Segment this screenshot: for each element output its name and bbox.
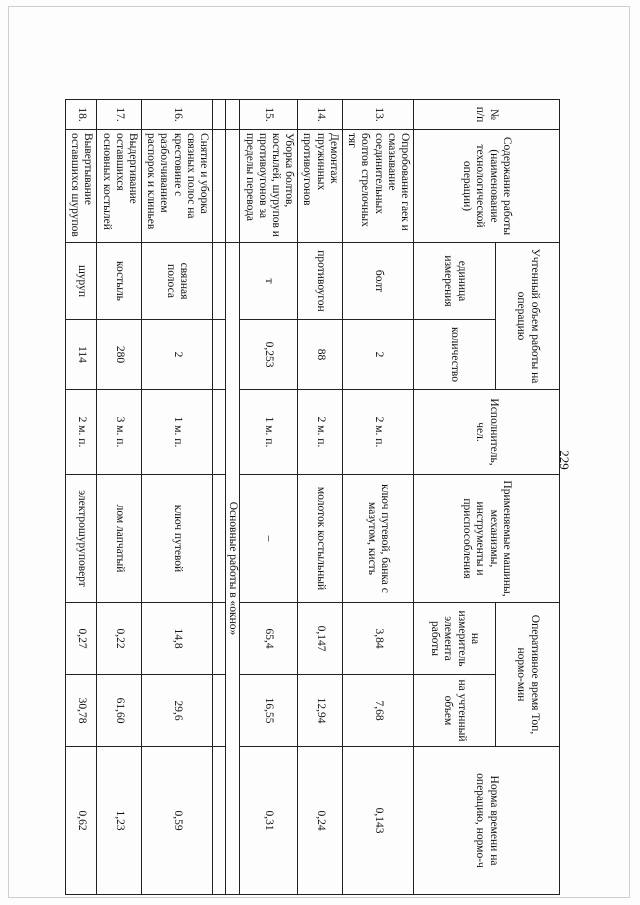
cell-per-unit: 14,8 [142, 603, 213, 675]
cell-num: 15. [240, 100, 298, 130]
header-quantity: количество [414, 320, 496, 390]
cell-per-unit: 0,22 [97, 603, 142, 675]
header-num: № п/п [414, 100, 560, 130]
header-row-1 [496, 100, 560, 895]
cell-norm: 0,24 [298, 747, 343, 895]
header-per-unit: на измеритель элемента работы [414, 603, 496, 675]
cell-content: Выдергивание оставшихся основных костылей [97, 130, 142, 243]
cell-tools: лом лапчатый [97, 475, 142, 603]
cell-performer: 1 м. п. [142, 390, 213, 475]
cell-content: Уборка болтов, костылей, шурупов и противоугонов за пределы перевода [240, 130, 298, 243]
header-tools: Применяемые машины, механизмы, инструменты и приспособления [414, 475, 560, 603]
cell-tools: молоток костыльный [298, 475, 343, 603]
cell-performer: 2 м. п. [342, 390, 413, 475]
table-row [97, 100, 142, 895]
header-volume-group: Учтенный объем работы на операцию [496, 243, 560, 390]
cell-num: 18. [65, 100, 96, 130]
cell-unit: противоугон [298, 243, 343, 320]
cell-per-unit: 65,4 [240, 603, 298, 675]
cell-unit: болт [342, 243, 413, 320]
cell-per-volume: 12,94 [298, 675, 343, 747]
cell-content: Вывертывание оставшихся шурупов [65, 130, 96, 243]
cell-unit: связная полоса [142, 243, 213, 320]
header-content: Содержание работы (наименование технологической операции) [414, 130, 560, 243]
table-row [298, 100, 343, 895]
header-performer: Исполнитель, чел. [414, 390, 560, 475]
cell-norm: 0,143 [342, 747, 413, 895]
cell-performer: 2 м. п. [298, 390, 343, 475]
cell-num: 14. [298, 100, 343, 130]
header-per-volume: на учтенный объем [414, 675, 496, 747]
cell-per-unit: 0,147 [298, 603, 343, 675]
table-row [240, 100, 298, 895]
cell-norm: 0,59 [142, 747, 213, 895]
header-time-group: Оперативное время Топ, нормо-мин [496, 603, 560, 747]
table-row [65, 100, 96, 895]
spacer-row [213, 100, 226, 895]
cell-quantity: 0,253 [240, 320, 298, 390]
cell-unit: т [240, 243, 298, 320]
cell-content: Опробование гаек и смазывание соединительных болтов стрелочных тяг [342, 130, 413, 243]
cell-norm: 0,62 [65, 747, 96, 895]
cell-content: Демонтаж пружинных противоугонов [298, 130, 343, 243]
cell-tools: – [240, 475, 298, 603]
cell-per-volume: 7,68 [342, 675, 413, 747]
cell-norm: 1,23 [97, 747, 142, 895]
norms-table [65, 99, 560, 895]
cell-num: 16. [142, 100, 213, 130]
cell-unit: шуруп [65, 243, 96, 320]
cell-per-volume: 30,78 [65, 675, 96, 747]
header-unit: единица измерения [414, 243, 496, 320]
cell-quantity: 280 [97, 320, 142, 390]
cell-num: 17. [97, 100, 142, 130]
cell-quantity: 88 [298, 320, 343, 390]
cell-content: Снятие и уборка связных полос на крестовине с разболчиванием распорок и клиньев [142, 130, 213, 243]
cell-per-volume: 61,60 [97, 675, 142, 747]
page-number: 229 [557, 450, 572, 470]
cell-per-unit: 3,84 [342, 603, 413, 675]
cell-per-unit: 0,27 [65, 603, 96, 675]
cell-performer: 3 м. п. [97, 390, 142, 475]
cell-tools: электрошуруповерт [65, 475, 96, 603]
cell-quantity: 2 [342, 320, 413, 390]
section-title: Основные работы в «окно» [226, 243, 240, 895]
cell-quantity: 2 [142, 320, 213, 390]
cell-per-volume: 16,55 [240, 675, 298, 747]
header-norm: Норма времени на операцию, нормо-ч [414, 747, 560, 895]
cell-performer: 2 м. п. [65, 390, 96, 475]
cell-performer: 1 м. п. [240, 390, 298, 475]
cell-tools: ключ путевой [142, 475, 213, 603]
rotated-table-container [69, 99, 560, 894]
table-row [142, 100, 213, 895]
cell-num: 13. [342, 100, 413, 130]
cell-norm: 0,31 [240, 747, 298, 895]
cell-tools: ключ путевой, банка с мазутом, кисть [342, 475, 413, 603]
table-row [342, 100, 413, 895]
section-header-row [226, 100, 240, 895]
cell-unit: костыль [97, 243, 142, 320]
cell-quantity: 114 [65, 320, 96, 390]
cell-per-volume: 29,6 [142, 675, 213, 747]
